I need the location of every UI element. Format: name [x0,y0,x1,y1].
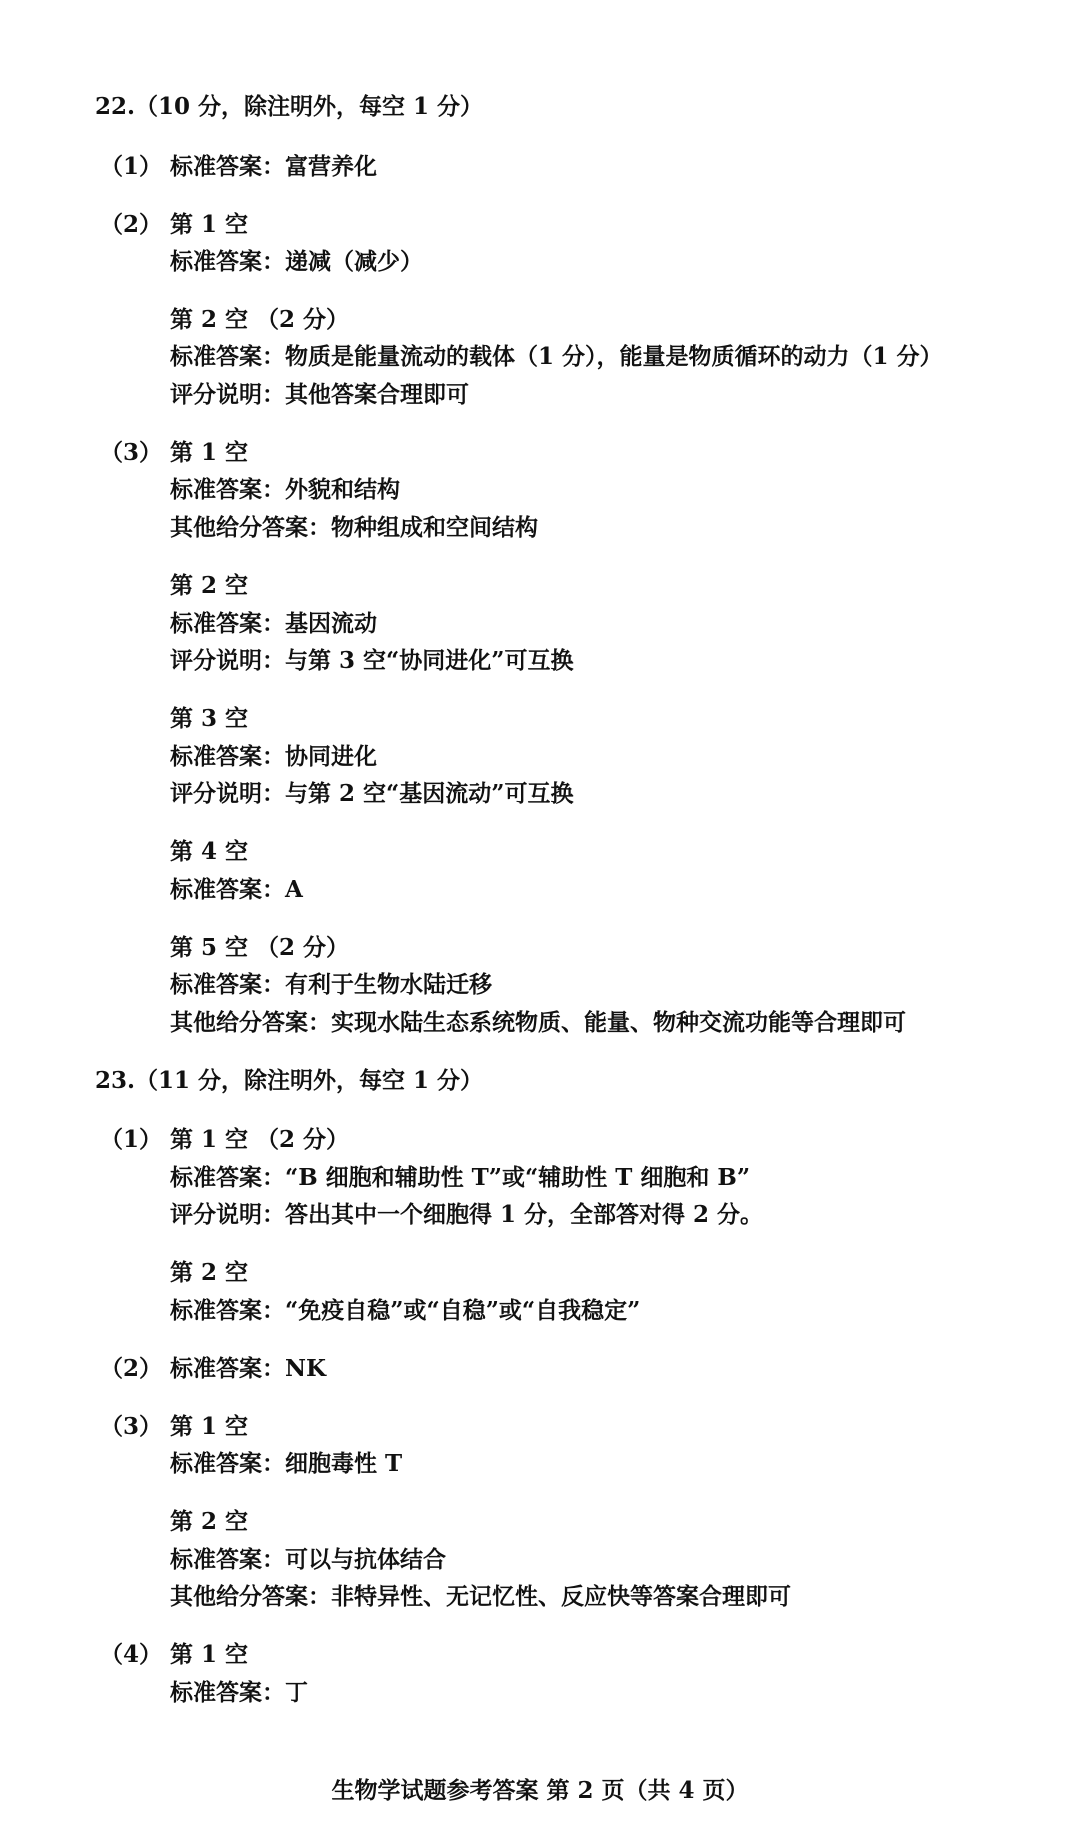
q22-part3-blank4-title: 第 4 空 [170,838,249,865]
q22-part3-number: （3） [100,439,163,466]
q22-part2-number: （2） [100,211,163,238]
q23-part1-blank1-title: 第 1 空 （2 分） [170,1126,350,1153]
question-22-heading: 22.（10 分，除注明外，每空 1 分） [95,93,484,120]
q22-part3-blank1-title: 第 1 空 [170,439,249,466]
q22-part3-blank2-note: 评分说明：与第 3 空“协同进化”可互换 [170,647,574,674]
q22-part3-blank1-other: 其他给分答案：物种组成和空间结构 [170,514,538,541]
page-footer: 生物学试题参考答案 第 2 页（共 4 页） [331,1777,749,1804]
q23-part2-number: （2） [100,1355,163,1382]
q22-part3-blank5-answer: 标准答案：有利于生物水陆迁移 [170,971,492,998]
q22-part2-blank1-answer: 标准答案：递减（减少） [170,248,423,275]
q22-part3-blank1-answer: 标准答案：外貌和结构 [170,476,400,503]
q22-part3-blank5-title: 第 5 空 （2 分） [170,934,350,961]
q23-part3-blank2-title: 第 2 空 [170,1508,249,1535]
q22-part3-blank2-answer: 标准答案：基因流动 [170,610,377,637]
q23-part3-number: （3） [100,1413,163,1440]
q22-part3-blank3-answer: 标准答案：协同进化 [170,743,377,770]
q23-part2-answer: 标准答案：NK [170,1355,327,1382]
q23-part3-blank1-answer: 标准答案：细胞毒性 T [170,1450,403,1477]
q23-part1-blank1-answer: 标准答案：“B 细胞和辅助性 T”或“辅助性 T 细胞和 B” [170,1164,751,1191]
q22-part3-blank3-note: 评分说明：与第 2 空“基因流动”可互换 [170,780,574,807]
q22-part3-blank4-answer: 标准答案：A [170,876,303,903]
q22-part2-blank2-answer: 标准答案：物质是能量流动的载体（1 分），能量是物质循环的动力（1 分） [170,343,943,370]
q22-part2-blank2-title: 第 2 空 （2 分） [170,306,350,333]
q23-part3-blank1-title: 第 1 空 [170,1413,249,1440]
q22-part1-answer: 标准答案：富营养化 [170,153,377,180]
q22-part3-blank5-other: 其他给分答案：实现水陆生态系统物质、能量、物种交流功能等合理即可 [170,1009,906,1036]
q22-part3-blank3-title: 第 3 空 [170,705,249,732]
q23-part4-blank1-answer: 标准答案：丁 [170,1679,308,1706]
q23-part1-blank1-note: 评分说明：答出其中一个细胞得 1 分，全部答对得 2 分。 [170,1201,764,1228]
question-23-heading: 23.（11 分，除注明外，每空 1 分） [95,1067,484,1094]
q22-part1-number: （1） [100,153,163,180]
q23-part4-number: （4） [100,1641,163,1668]
q23-part1-number: （1） [100,1126,163,1153]
q23-part4-blank1-title: 第 1 空 [170,1641,249,1668]
q22-part2-blank2-note: 评分说明：其他答案合理即可 [170,381,469,408]
q22-part2-blank1-title: 第 1 空 [170,211,249,238]
q23-part3-blank2-other: 其他给分答案：非特异性、无记忆性、反应快等答案合理即可 [170,1583,791,1610]
q22-part3-blank2-title: 第 2 空 [170,572,249,599]
q23-part1-blank2-title: 第 2 空 [170,1259,249,1286]
q23-part3-blank2-answer: 标准答案：可以与抗体结合 [170,1546,446,1573]
q23-part1-blank2-answer: 标准答案：“免疫自稳”或“自稳”或“自我稳定” [170,1297,641,1324]
